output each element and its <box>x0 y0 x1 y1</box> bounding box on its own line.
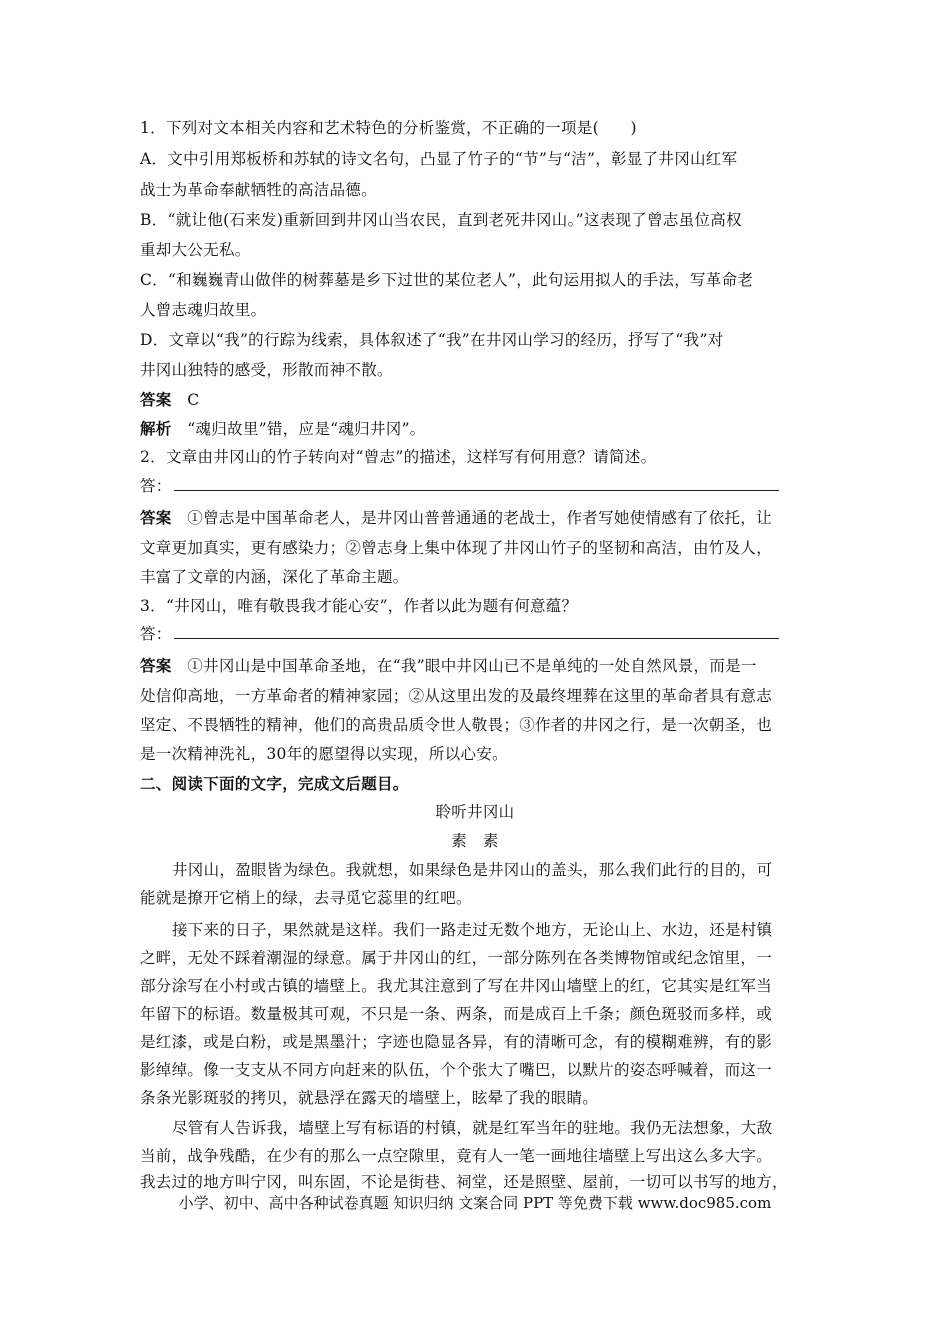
option-c-line-1: C．“和巍巍青山做伴的树葬墓是乡下过世的某位老人”，此句运用拟人的手法，写革命老 <box>140 271 754 289</box>
paragraph-2-line-1: 接下来的日子，果然就是这样。我们一路走过无数个地方，无论山上、水边，还是村镇 <box>172 921 773 939</box>
article-title: 聆听井冈山 <box>435 803 515 821</box>
option-b-line-1: B．“就让他(石来发)重新回到井冈山当农民，直到老死井冈山。”这表现了曾志虽位高权 <box>140 211 742 229</box>
paragraph-2-line-7: 条条光影斑驳的拷贝，就悬浮在露天的墙壁上，眩晕了我的眼睛。 <box>140 1089 599 1107</box>
question-1-analysis <box>140 419 426 439</box>
article-author: 素 素 <box>451 832 499 850</box>
option-c-line-2: 人曾志魂归故里。 <box>140 301 267 319</box>
question-1-answer <box>140 390 199 410</box>
answer-label: 答案 <box>140 508 172 527</box>
question-2-answer-line-2: 文章更加真实，更有感染力；②曾志身上集中体现了井冈山竹子的坚韧和高洁，由竹及人， <box>140 539 773 557</box>
question-1-stem: 1．下列对文本相关内容和艺术特色的分析鉴赏，不正确的一项是( ) <box>140 119 637 137</box>
paragraph-2-line-6: 影绰绰。像一支支从不同方向赶来的队伍，个个张大了嘴巴，以默片的姿态呼喊着，而这一 <box>140 1061 773 1079</box>
answer-value: C <box>187 391 200 409</box>
paragraph-2-line-2: 之畔，无处不踩着潮湿的绿意。属于井冈山的红，一部分陈列在各类博物馆或纪念馆里，一 <box>140 949 773 967</box>
paragraph-3-line-3: 我去过的地方叫宁冈，叫东固，不论是街巷、祠堂，还是照壁、屋前，一切可以书写的地方， <box>140 1173 788 1191</box>
paragraph-3-line-2: 当前，战争残酷，在少有的那么一点空隙里，竟有人一笔一画地往墙壁上写出这么多大字。 <box>140 1147 773 1165</box>
answer-prefix: 答： <box>140 625 172 643</box>
page-footer: 小学、初中、高中各种试卷真题 知识归纳 文案合同 PPT 等免费下载 www.doc985.com <box>178 1194 772 1212</box>
question-3-answer-blank <box>140 624 779 644</box>
option-d-line-2: 井冈山独特的感受，形散而神不散。 <box>140 361 393 379</box>
question-3-answer-line-3: 坚定、不畏牺牲的精神，他们的高贵品质令世人敬畏；③作者的井冈之行，是一次朝圣，也 <box>140 716 773 734</box>
question-2-answer-line-1 <box>140 508 772 528</box>
paragraph-2-line-3: 部分涂写在小村或古镇的墙壁上。我尤其注意到了写在井冈山墙壁上的红，它其实是红军当 <box>140 977 773 995</box>
paragraph-2-line-5: 是红漆，或是白粉，或是黑墨汁；字迹也隐显各异，有的清晰可念，有的模糊难辨，有的影 <box>140 1033 773 1051</box>
question-2-answer-blank <box>140 476 779 496</box>
answer-text: ①井冈山是中国革命圣地，在“我”眼中井冈山已不是单纯的一处自然风景，而是一 <box>187 657 757 675</box>
answer-underline <box>174 478 779 491</box>
analysis-label: 解析 <box>140 419 172 438</box>
paragraph-1-line-2: 能就是撩开它梢上的绿，去寻觅它蕊里的红吧。 <box>140 889 472 907</box>
question-3-answer-line-2: 处信仰高地，一方革命者的精神家园；②从这里出发的及最终埋葬在这里的革命者具有意志 <box>140 687 773 705</box>
paragraph-1-line-1: 井冈山，盈眼皆为绿色。我就想，如果绿色是井冈山的盖头，那么我们此行的目的，可 <box>172 861 773 879</box>
paragraph-3-line-1: 尽管有人告诉我，墙壁上写有标语的村镇，就是红军当年的驻地。我仍无法想象，大敌 <box>172 1119 773 1137</box>
section-heading: 二、阅读下面的文字，完成文后题目。 <box>140 774 409 793</box>
paragraph-2-line-4: 年留下的标语。数量极其可观，不只是一条、两条，而是成百上千条；颜色斑驳而多样，或 <box>140 1005 773 1023</box>
answer-label: 答案 <box>140 656 172 675</box>
answer-label: 答案 <box>140 390 172 409</box>
option-a-line-1: A．文中引用郑板桥和苏轼的诗文名句，凸显了竹子的“节”与“洁”，彰显了井冈山红军 <box>140 150 738 168</box>
question-3-stem: 3．“井冈山，唯有敬畏我才能心安”，作者以此为题有何意蕴？ <box>140 597 578 615</box>
question-2-answer-line-3: 丰富了文章的内涵，深化了革命主题。 <box>140 568 409 586</box>
question-3-answer-line-4: 是一次精神洗礼，30年的愿望得以实现，所以心安。 <box>140 745 508 763</box>
option-d-line-1: D．文章以“我”的行踪为线索，具体叙述了“我”在井冈山学习的经历，抒写了“我”对 <box>140 331 724 349</box>
answer-prefix: 答： <box>140 477 172 495</box>
question-3-answer-line-1 <box>140 656 757 676</box>
answer-underline <box>174 626 779 639</box>
analysis-text: “魂归故里”错，应是“魂归井冈”。 <box>187 420 426 438</box>
option-b-line-2: 重却大公无私。 <box>140 241 251 259</box>
answer-text: ①曾志是中国革命老人，是井冈山普普通通的老战士，作者写她使情感有了依托，让 <box>187 509 772 527</box>
question-2-stem: 2．文章由井冈山的竹子转向对“曾志”的描述，这样写有何用意？请简述。 <box>140 448 657 466</box>
option-a-line-2: 战士为革命奉献牺牲的高洁品德。 <box>140 181 378 199</box>
